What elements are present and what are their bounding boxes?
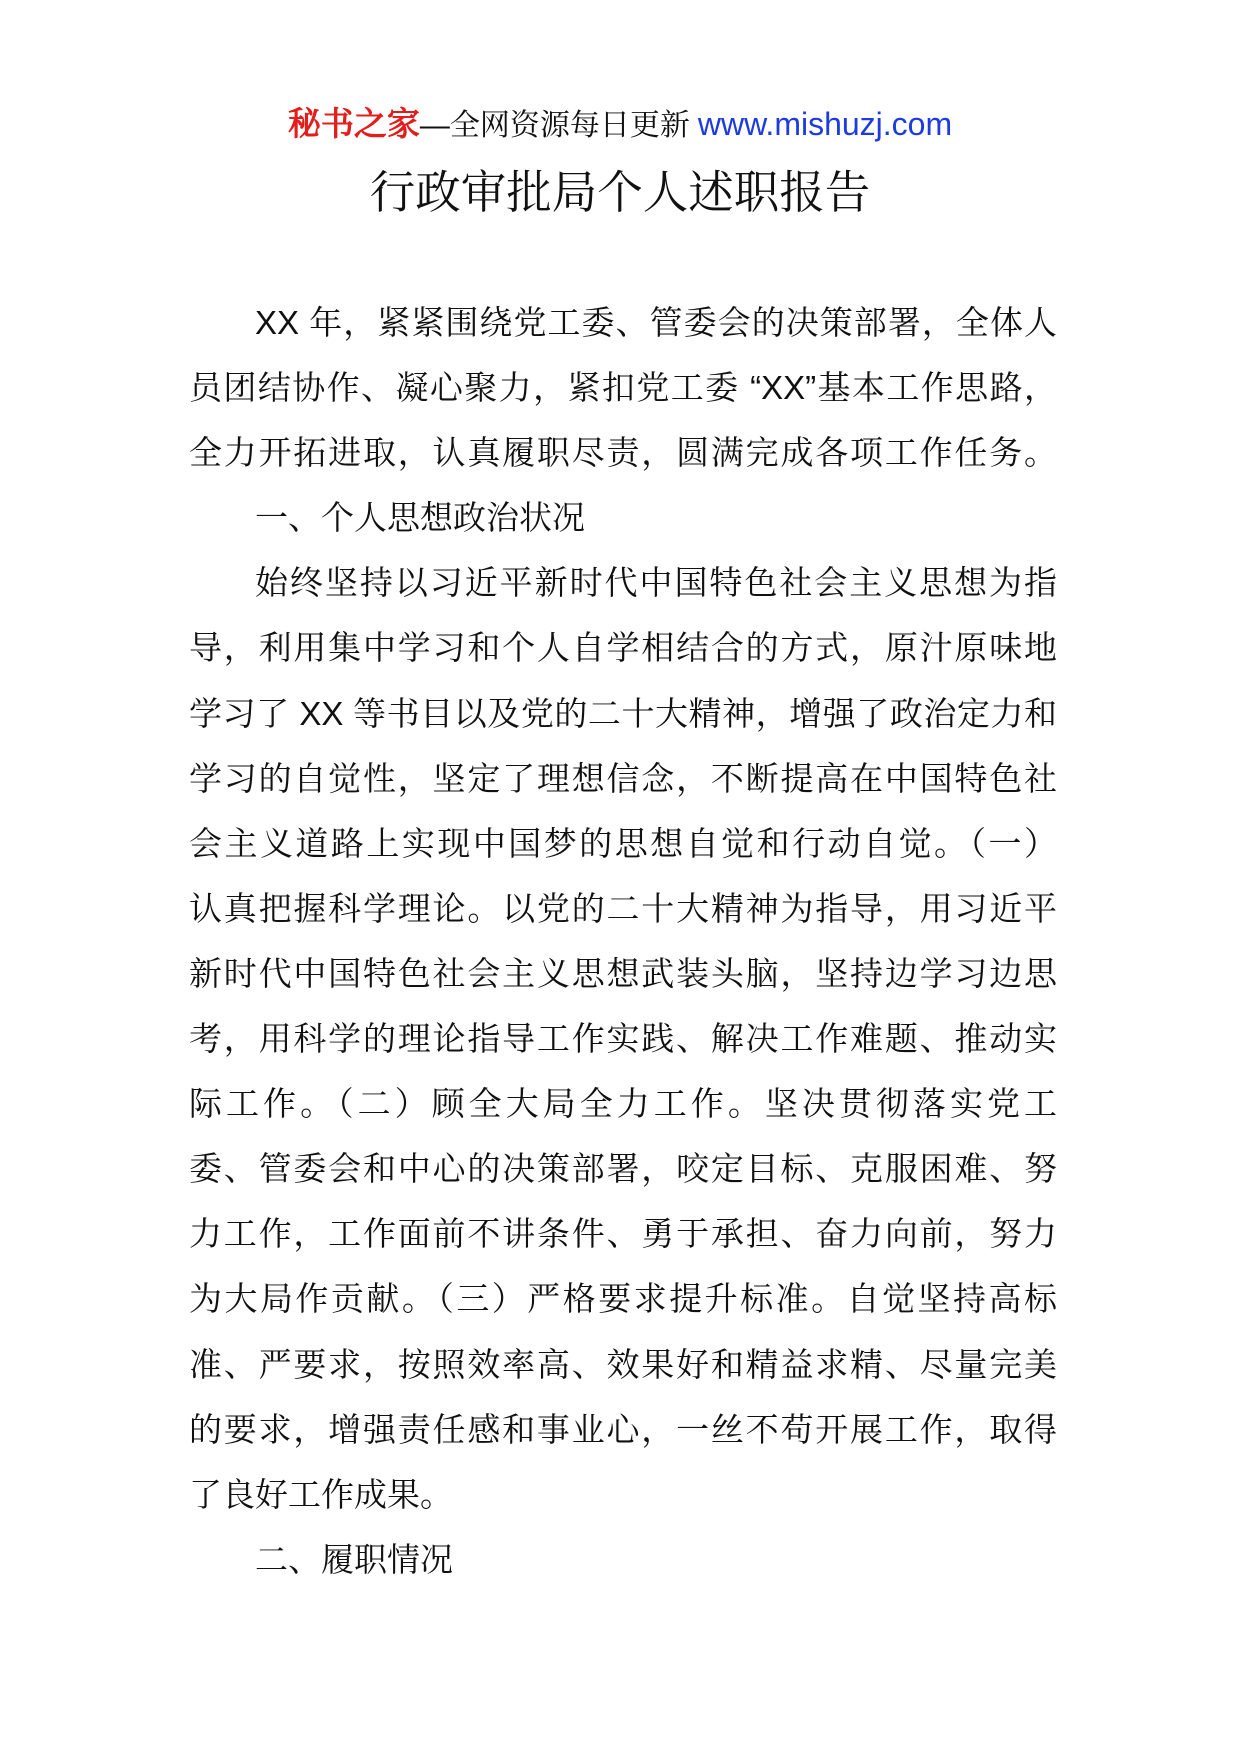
paragraph-line: 委、管委会和中心的决策部署，咬定目标、克服困难、努 xyxy=(189,1150,1057,1188)
paragraph-line: 学习了 XX 等书目以及党的二十大精神，增强了政治定力和 xyxy=(189,694,1057,732)
brand-name: 秘书之家 xyxy=(287,105,420,142)
paragraph-line: 始终坚持以习近平新时代中国特色社会主义思想为指 xyxy=(255,564,1057,602)
document-body xyxy=(189,290,1057,1592)
paragraph-line: 员团结协作、凝心聚力，紧扣党工委 “XX”基本工作思路， xyxy=(189,369,1057,407)
paragraph-line: 的要求，增强责任感和事业心，一丝不苟开展工作，取得 xyxy=(189,1410,1057,1448)
section-heading-1: 一、个人思想政治状况 xyxy=(255,499,585,537)
paragraph-line: 学习的自觉性，坚定了理想信念，不断提高在中国特色社 xyxy=(189,759,1057,797)
paragraph-line: 准、严要求，按照效率高、效果好和精益求精、尽量完美 xyxy=(189,1345,1057,1383)
document-title: 行政审批局个人述职报告 xyxy=(369,167,871,218)
section-1-paragraph xyxy=(189,550,1057,1526)
paragraph-line: 认真把握科学理论。以党的二十大精神为指导，用习近平 xyxy=(189,889,1057,927)
paragraph-line: 考，用科学的理论指导工作实践、解决工作难题、推动实 xyxy=(189,1020,1057,1058)
paragraph-line: XX 年，紧紧围绕党工委、管委会的决策部署，全体人 xyxy=(255,304,1057,341)
intro-paragraph xyxy=(189,290,1057,485)
paragraph-line: 际工作。（二）顾全大局全力工作。坚决贯彻落实党工 xyxy=(189,1085,1057,1123)
paragraph-line: 全力开拓进取，认真履职尽责，圆满完成各项工作任务。 xyxy=(189,434,1057,472)
paragraph-line: 了良好工作成果。 xyxy=(189,1475,453,1513)
paragraph-line: 会主义道路上实现中国梦的思想自觉和行动自觉。（一） xyxy=(189,824,1057,862)
paragraph-line: 为大局作贡献。（三）严格要求提升标准。自觉坚持高标 xyxy=(189,1280,1057,1318)
paragraph-line: 导，利用集中学习和个人自学相结合的方式，原汁原味地 xyxy=(189,629,1057,667)
paragraph-line: 力工作，工作面前不讲条件、勇于承担、奋力向前，努力 xyxy=(189,1215,1057,1253)
site-header-banner xyxy=(0,100,1240,148)
header-url: www.mishuzj.com xyxy=(697,106,953,142)
paragraph-line: 新时代中国特色社会主义思想武装头脑，坚持边学习边思 xyxy=(189,954,1057,992)
header-tagline: —全网资源每日更新 xyxy=(419,109,690,142)
section-heading-2: 二、履职情况 xyxy=(255,1540,453,1578)
